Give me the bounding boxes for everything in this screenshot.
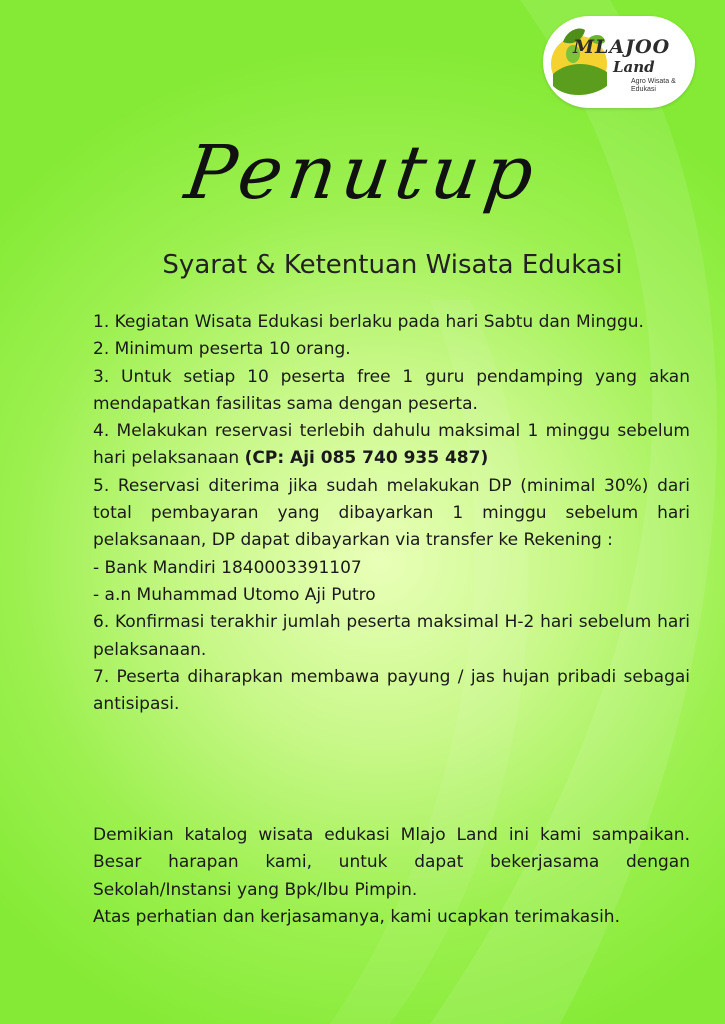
- terms-list: [93, 309, 690, 718]
- logo-name: MLAJOO: [573, 36, 671, 58]
- page-heading: Penutup: [180, 130, 545, 216]
- closing-paragraph-2: Atas perhatian dan kerjasamanya, kami ucapkan terimakasih.: [93, 906, 620, 927]
- contact-person: (CP: Aji 085 740 935 487): [244, 448, 489, 469]
- term-item-6: 6. Konfirmasi terakhir jumlah peserta maksimal H-2 hari sebelum hari pelaksanaan.: [93, 612, 690, 660]
- term-item-4: [93, 418, 690, 473]
- term-item-3: 3. Untuk setiap 10 peserta free 1 guru pendamping yang akan mendapatkan fasilitas sama dengan peserta.: [93, 366, 690, 414]
- page-subtitle: Syarat & Ketentuan Wisata Edukasi: [162, 250, 623, 280]
- term-item-1: 1. Kegiatan Wisata Edukasi berlaku pada hari Sabtu dan Minggu.: [93, 312, 644, 332]
- term-item-2: 2. Minimum peserta 10 orang.: [93, 339, 351, 360]
- term-item-4-text: 4. Melakukan reservasi terlebih dahulu maksimal 1 minggu sebelum hari pelaksanaan: [93, 421, 690, 469]
- term-item-7: 7. Peserta diharapkan membawa payung / jas hujan pribadi sebagai antisipasi.: [93, 666, 690, 715]
- mlajoo-land-logo: [543, 16, 695, 108]
- account-name: - a.n Muhammad Utomo Aji Putro: [93, 584, 376, 605]
- logo-tagline: Agro Wisata & Edukasi: [631, 78, 676, 93]
- logo-land: Land: [613, 58, 655, 76]
- bank-info: - Bank Mandiri 1840003391107: [93, 557, 362, 578]
- closing-paragraph-1: Demikian katalog wisata edukasi Mlajo Land ini kami sampaikan. Besar harapan kami, untuk dapat bekerjasama dengan Sekolah/Instansi yang Bpk/Ibu Pimpin.: [93, 825, 690, 900]
- term-item-5: 5. Reservasi diterima jika sudah melakukan DP (minimal 30%) dari total pembayaran yang dibayarkan 1 minggu sebelum hari pelaksanaan, DP dapat dibayarkan via transfer ke Rekening :: [93, 475, 690, 551]
- closing-section: [93, 822, 690, 931]
